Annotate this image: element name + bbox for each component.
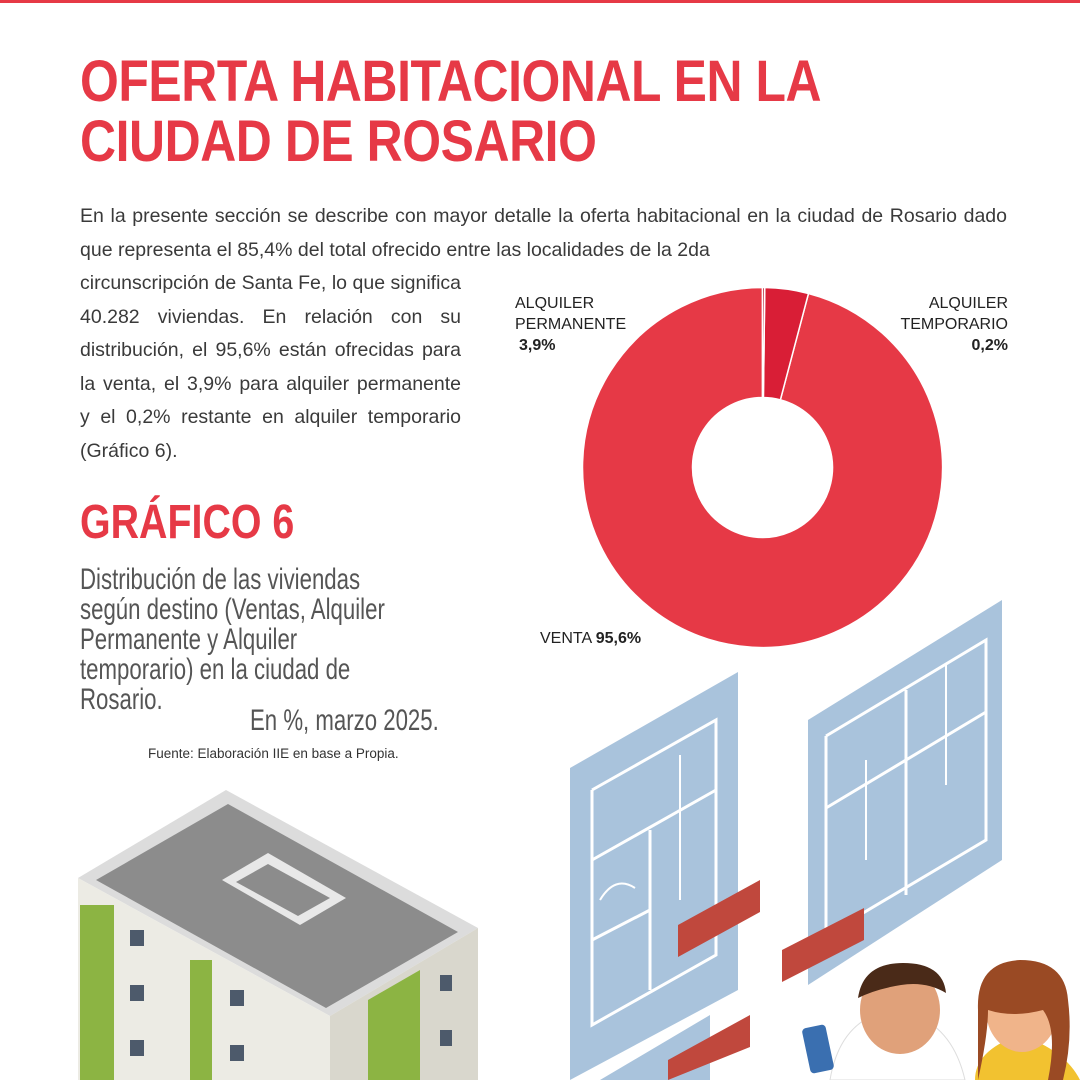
page-title-line-1: OFERTA HABITACIONAL EN LA bbox=[80, 49, 822, 114]
chart-subtitle: Distribución de las viviendas según destino (Ventas, Alquiler Permanente y Alquiler temporario) en la ciudad de Rosario. bbox=[80, 563, 385, 716]
slice-value-alquiler-permanente: 3,9% bbox=[519, 337, 556, 354]
slice-label-alquiler-temporario bbox=[900, 293, 1008, 356]
slice-label-venta-name: VENTA bbox=[540, 630, 592, 647]
housing-illustration bbox=[0, 590, 1080, 1080]
slice-label-alquiler-temporario-line2: TEMPORARIO bbox=[900, 316, 1008, 333]
apartment-building bbox=[78, 790, 478, 1080]
slice-label-alquiler-permanente-line1: ALQUILER bbox=[515, 295, 595, 312]
page-title bbox=[80, 49, 822, 174]
slice-label-venta bbox=[540, 628, 641, 649]
slice-value-alquiler-temporario: 0,2% bbox=[971, 337, 1008, 354]
floor-plan-left bbox=[570, 672, 738, 1080]
chart-source: Fuente: Elaboración IIE en base a Propia. bbox=[148, 746, 399, 761]
page-title-line-2: CIUDAD DE ROSARIO bbox=[80, 109, 597, 174]
people-illustration bbox=[801, 960, 1080, 1080]
donut-slices bbox=[583, 288, 943, 648]
intro-paragraph-continued: circunscripción de Santa Fe, lo que significa 40.282 viviendas. En relación con su distribución, el 95,6% están ofrecidas para la venta, el 3,9% para alquiler permanente y el 0,2% restante en alquiler temporario (Gráfico 6). bbox=[80, 272, 461, 462]
donut-chart bbox=[570, 275, 955, 660]
top-accent-bar bbox=[0, 0, 1080, 3]
slice-label-alquiler-temporario-line1: ALQUILER bbox=[928, 295, 1008, 312]
slice-value-venta: 95,6% bbox=[595, 630, 642, 647]
slice-label-alquiler-permanente-line2: PERMANENTE bbox=[515, 316, 627, 333]
chart-heading: GRÁFICO 6 bbox=[80, 496, 295, 549]
slice-label-alquiler-permanente bbox=[515, 293, 626, 356]
intro-paragraph: En la presente sección se describe con mayor detalle la oferta habitacional en la ciudad de Rosario dado que representa el 85,4% del total ofrecido entre las localidades de la 2da bbox=[80, 205, 1007, 261]
chart-period: En %, marzo 2025. bbox=[250, 704, 439, 737]
